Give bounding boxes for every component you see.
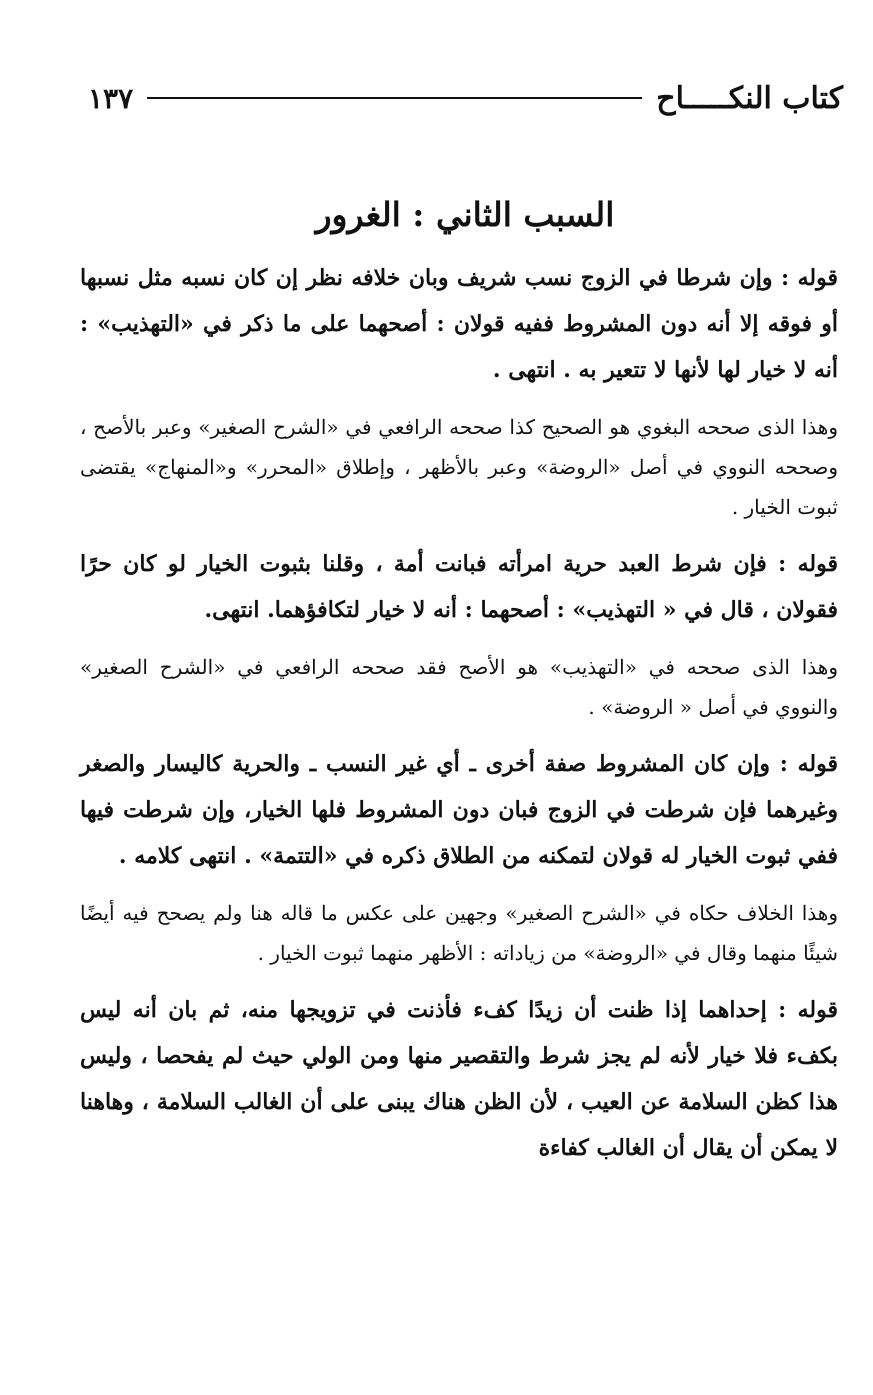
quoted-passage: قوله : وإن كان المشروط صفة أخرى ـ أي غير النسب ـ والحرية كاليسار والصغر وغيرهما فإن شرطت في الزوج فبان دون المشروط فلها الخيار، وإن شرطت فيها ففي ثبوت الخيار له قولان لتمكنه من الطلاق ذكره في «التتمة» . انتهى كلامه . (80, 751, 838, 869)
header-rule (147, 97, 642, 99)
page-number: ١٣٧ (88, 81, 134, 115)
running-header (88, 78, 843, 118)
page-body (80, 255, 838, 1185)
section-title: السبب الثاني : الغرور (315, 195, 615, 234)
book-title: كتاب النكـــــاح (656, 80, 843, 116)
commentary-paragraph: وهذا الذى صححه البغوي هو الصحيح كذا صححه الرافعي في «الشرح الصغير» وعبر بالأصح ، وصححه النووي في أصل «الروضة» وعبر بالأظهر ، وإطلاق «المحرر» و«المنهاج» يقتضى ثبوت الخيار . (80, 415, 838, 519)
commentary-paragraph: وهذا الخلاف حكاه في «الشرح الصغير» وجهين على عكس ما قاله هنا ولم يصحح فيه أيضًا شيئًا منهما وقال في «الروضة» من زياداته : الأظهر منهما ثبوت الخيار . (80, 901, 838, 965)
quoted-passage: قوله : وإن شرطا في الزوج نسب شريف وبان خلافه نظر إن كان نسبه مثل نسبها أو فوقه إلا أنه دون المشروط ففيه قولان : أصحهما على ما ذكر في «التهذيب» : أنه لا خيار لها لأنها لا تتعير به . انتهى . (80, 265, 838, 383)
quoted-passage: قوله : إحداهما إذا ظنت أن زيدًا كفء فأذنت في تزويجها منه، ثم بان أنه ليس بكفء فلا خيار لأنه لم يجز شرط والتقصير منها ومن الولي حيث لم يفحصا ، وليس هذا كظن السلامة عن العيب ، لأن الظن هناك يبنى على أن الغالب السلامة ، وهاهنا لا يمكن أن يقال أن الغالب كفاءة (80, 997, 838, 1161)
quoted-passage: قوله : فإن شرط العبد حرية امرأته فبانت أمة ، وقلنا بثبوت الخيار لو كان حرًا فقولان ، قال في « التهذيب» : أصحهما : أنه لا خيار لتكافؤهما. انتهى. (80, 551, 838, 623)
commentary-paragraph: وهذا الذى صححه في «التهذيب» هو الأصح فقد صححه الرافعي في «الشرح الصغير» والنووي في أصل « الروضة» . (80, 655, 838, 719)
